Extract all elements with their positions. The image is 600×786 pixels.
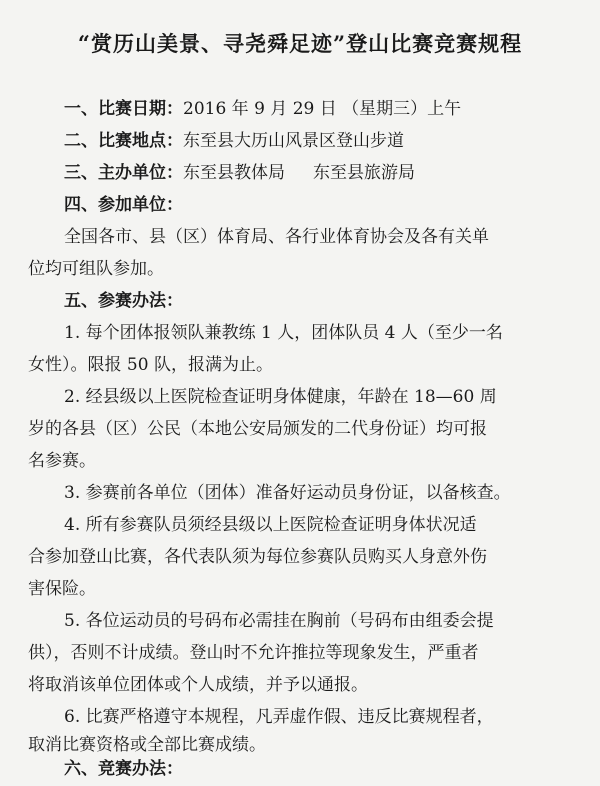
host-org-1: 东至县教体局 — [183, 163, 285, 183]
paragraph-line: 全国各市、县（区）体育局、各行业体育协会及各有关单 — [64, 227, 489, 247]
paragraph-line: 合参加登山比赛，各代表队须为每位参赛队员购买人身意外伤 — [28, 547, 487, 567]
paragraph-line: 5. 各位运动员的号码布必需挂在胸前（号码布由组委会提 — [64, 611, 494, 631]
section-value: 东至县大历山风景区登山步道 — [183, 131, 404, 151]
section-heading: 四、参加单位： — [64, 195, 183, 215]
paragraph-line: 位均可组队参加。 — [28, 259, 164, 279]
paragraph-line: 3. 参赛前各单位（团体）准备好运动员身份证，以备核查。 — [64, 483, 511, 503]
paragraph-line: 4. 所有参赛队员须经县级以上医院检查证明身体状况适 — [64, 515, 477, 535]
paragraph-line: 2. 经县级以上医院检查证明身体健康，年龄在 18—60 周 — [64, 387, 497, 407]
paragraph-line: 岁的各县（区）公民（本地公安局颁发的二代身份证）均可报 — [28, 419, 487, 439]
section-heading: 二、比赛地点： — [64, 131, 183, 151]
section-host — [0, 156, 600, 190]
paragraph-line: 1. 每个团体报领队兼教练 1 人，团体队员 4 人（至少一名 — [64, 323, 503, 343]
paragraph-line: 害保险。 — [28, 579, 96, 599]
section-value: 2016 年 9 月 29 日 （星期三）上午 — [183, 99, 462, 119]
paragraph-line: 名参赛。 — [28, 451, 96, 471]
section-venue — [0, 124, 600, 158]
paragraph-line: 将取消该单位团体或个人成绩，并予以通报。 — [28, 675, 368, 695]
paragraph-line: 取消比赛资格或全部比赛成绩。 — [28, 735, 266, 755]
document-title: “赏历山美景、寻尧舜足迹”登山比赛竞赛规程 — [77, 31, 523, 56]
paragraph-line: 女性）。限报 50 队，报满为止。 — [28, 355, 273, 375]
section-heading: 五、参赛办法： — [64, 291, 183, 311]
section-date — [0, 92, 600, 126]
section-heading: 一、比赛日期： — [64, 99, 183, 119]
paragraph-line: 供），否则不计成绩。登山时不允许推拉等现象发生，严重者 — [28, 643, 479, 663]
section-heading: 六、竞赛办法： — [64, 759, 183, 779]
paragraph-line: 6. 比赛严格遵守本规程，凡弄虚作假、违反比赛规程者， — [64, 707, 494, 727]
section-heading: 三、主办单位： — [64, 163, 183, 183]
host-org-2: 东至县旅游局 — [313, 163, 415, 183]
